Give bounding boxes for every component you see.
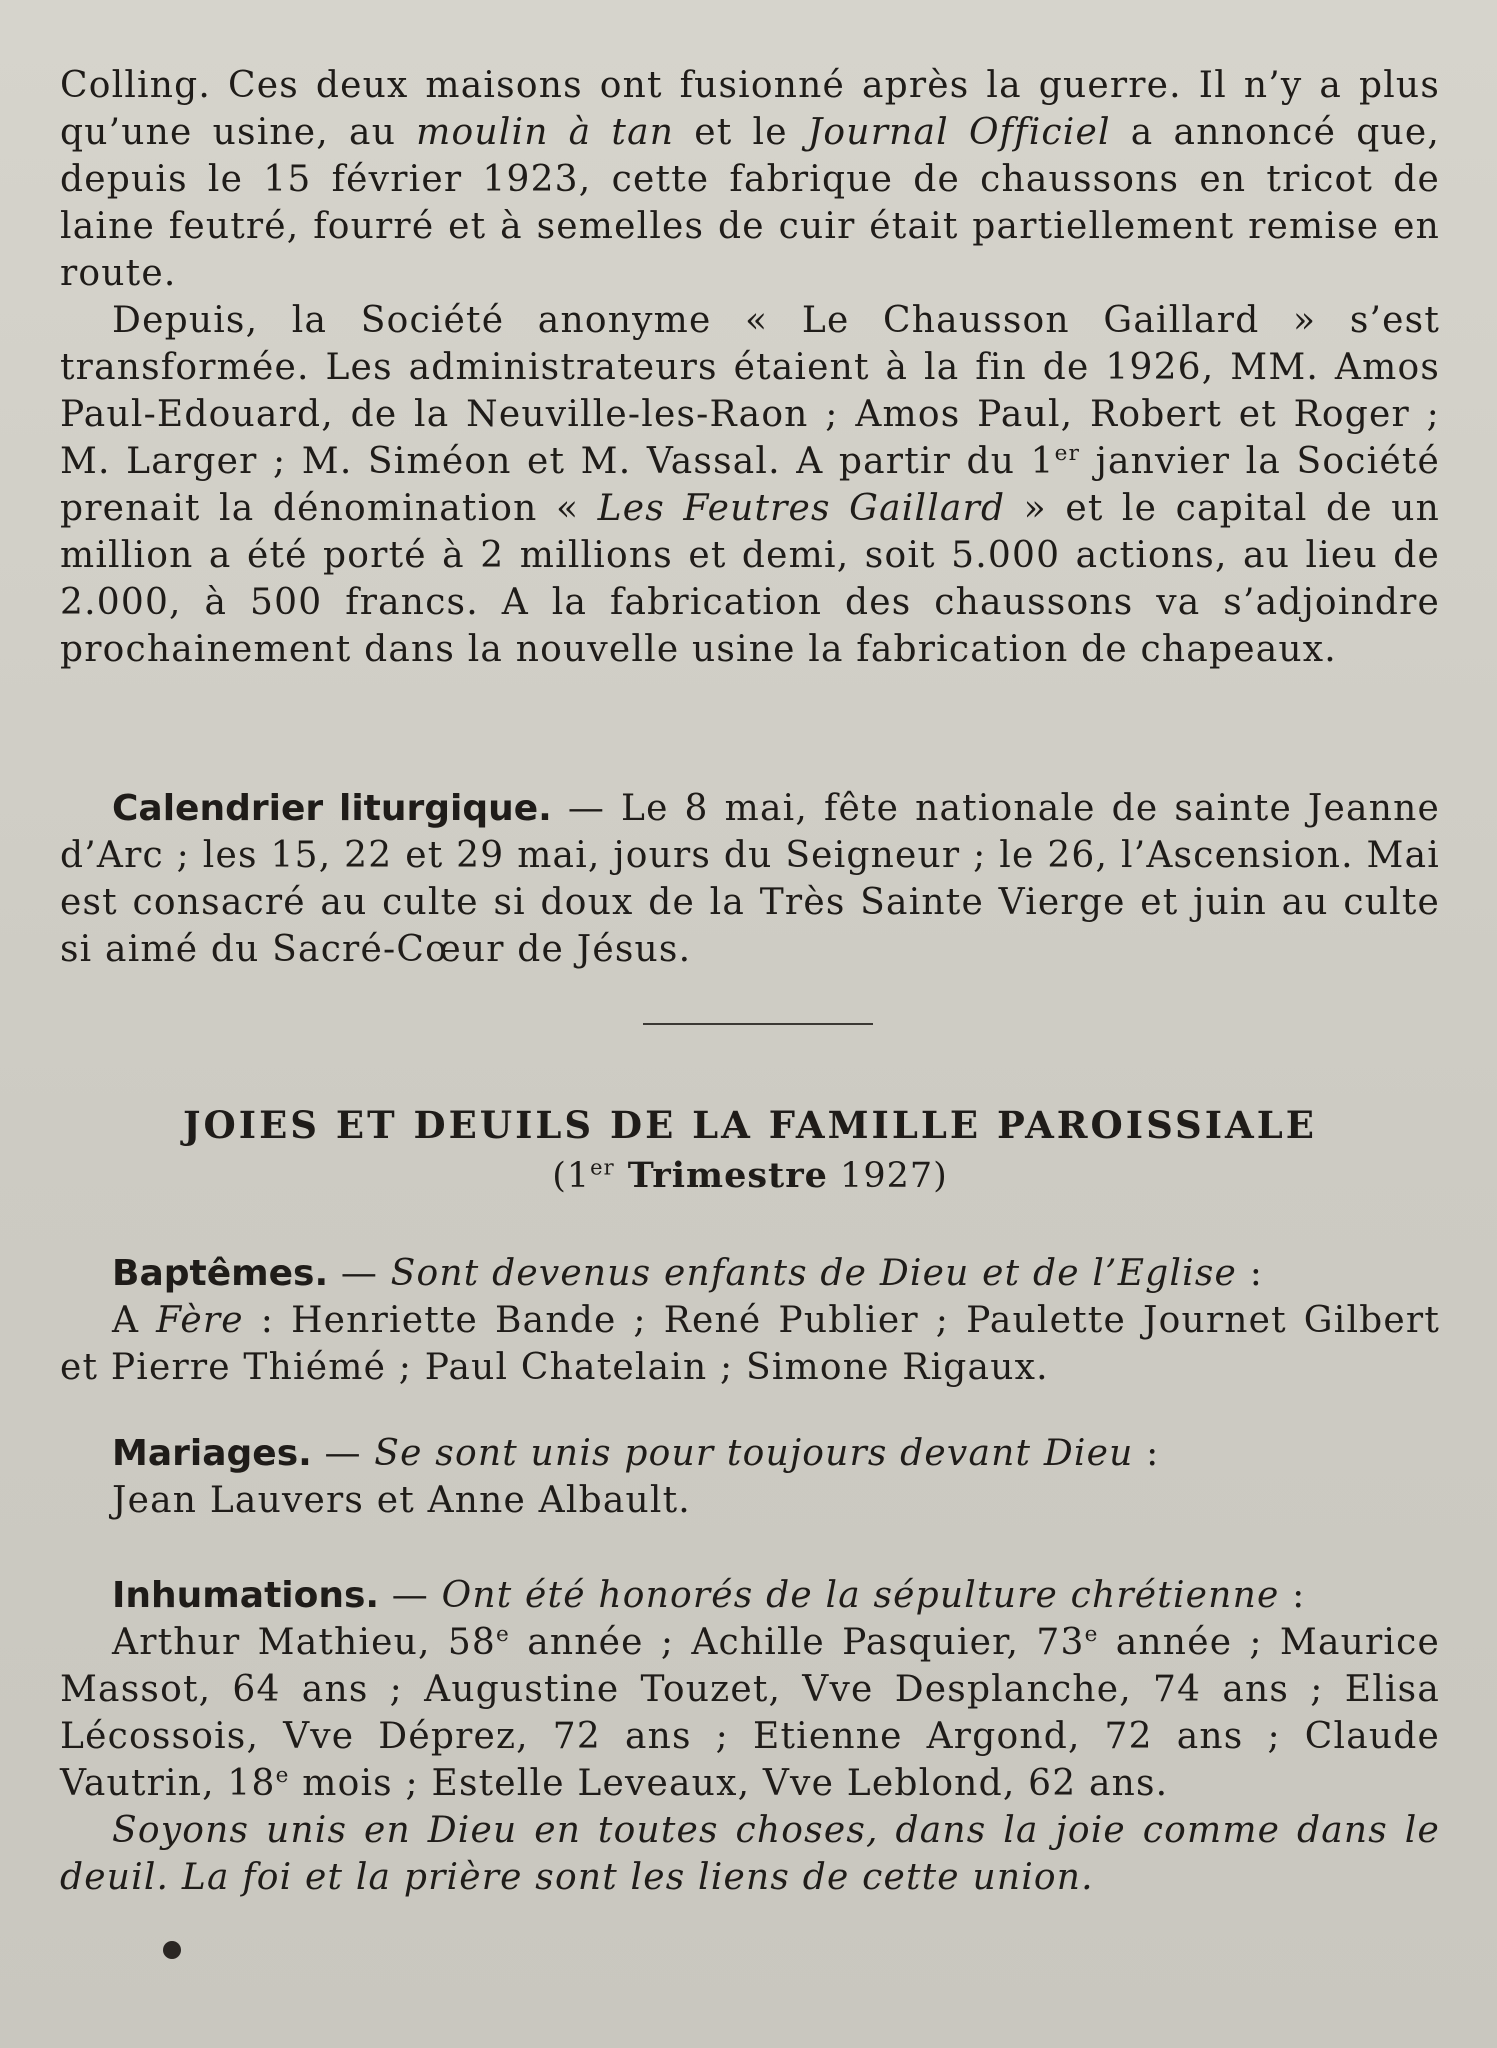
- mariages-heading-line: Mariages. — Se sont unis pour toujours devant Dieu :: [112, 1433, 1160, 1474]
- inhumations-heading-line: Inhumations. — Ont été honorés de la sépulture chrétienne :: [112, 1575, 1306, 1616]
- calendrier-heading: Calendrier liturgique.: [112, 788, 552, 829]
- paragraph-colling: Colling. Ces deux maisons ont fusionné après la guerre. Il n’y a plus qu’une usine, au moulin à tan et le Journal Officiel a annoncé que, depuis le 15 février 1923, cette fabrique de chaussons en tricot de laine feutré, fourré et à semelles de cuir était partiellement remise en route.: [60, 65, 1440, 294]
- baptemes-list: A Fère : Henriette Bande ; René Publier ; Paulette Journet Gilbert et Pierre Thiémé ; Paul Chatelain ; Simone Rigaux.: [60, 1300, 1440, 1388]
- section-title: JOIES ET DEUILS DE LA FAMILLE PAROISSIALE: [183, 1103, 1317, 1147]
- inhumations-list: Arthur Mathieu, 58e année ; Achille Pasquier, 73e année ; Maurice Massot, 64 ans ; Augustine Touzet, Vve Desplanche, 74 ans ; Elisa Lécossois, Vve Déprez, 72 ans ; Etienne Argond, 72 ans ; Claude Vautrin, 18e mois ; Estelle Leveaux, Vve Leblond, 62 ans.: [60, 1622, 1440, 1804]
- paragraph-calendrier: Calendrier liturgique. — Le 8 mai, fête nationale de sainte Jeanne d’Arc ; les 15, 22 et 29 mai, jours du Seigneur ; le 26, l’Ascension. Mai est consacré au culte si doux de la Très Sainte Vierge et juin au culte si aimé du Sacré-Cœur de Jésus.: [60, 788, 1440, 970]
- paragraph-chausson-gaillard: Depuis, la Société anonyme « Le Chausson Gaillard » s’est transformée. Les administrateurs étaient à la fin de 1926, MM. Amos Paul-Edouard, de la Neuville-les-Raon ; Amos Paul, Robert et Roger ; M. Larger ; M. Siméon et M. Vassal. A partir du 1er janvier la Société prenait la dénomination « Les Feutres Gaillard » et le capital de un million a été porté à 2 millions et demi, soit 5.000 actions, au lieu de 2.000, à 500 francs. A la fabrication des chaussons va s’adjoindre prochainement dans la nouvelle usine la fabrication de chapeaux.: [60, 300, 1440, 670]
- calendrier-liturgique: [60, 785, 1440, 973]
- baptemes-block: [60, 1250, 1440, 1391]
- article-continuation: [60, 62, 1440, 673]
- mariages-list: Jean Lauvers et Anne Albault.: [112, 1480, 691, 1521]
- section-subtitle: (1er Trimestre 1927): [552, 1155, 948, 1196]
- inhumations-block: [60, 1572, 1440, 1901]
- section-divider: [643, 1023, 873, 1025]
- closing-exhortation: Soyons unis en Dieu en toutes choses, dans la joie comme dans le deuil. La foi et la prière sont les liens de cette union.: [60, 1810, 1440, 1898]
- mariages-block: [60, 1430, 1440, 1524]
- ink-spot: [163, 1941, 181, 1959]
- baptemes-heading-line: Baptêmes. — Sont devenus enfants de Dieu et de l’Eglise :: [112, 1253, 1264, 1294]
